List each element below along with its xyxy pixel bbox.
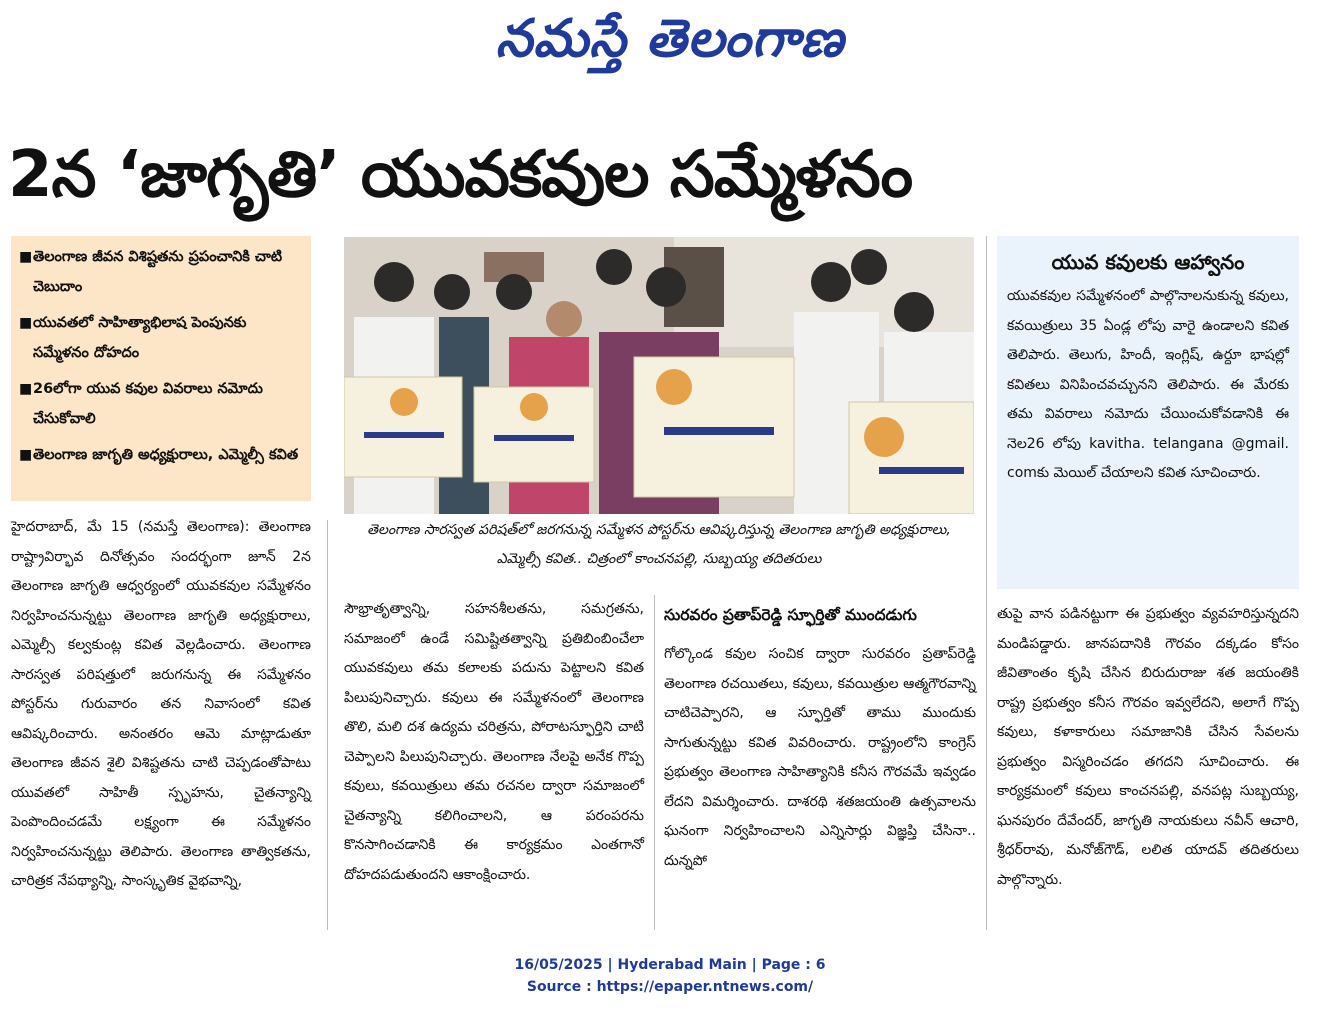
column-divider	[986, 236, 987, 930]
footer-date-edition: 16/05/2025 | Hyderabad Main | Page : 6	[514, 957, 826, 973]
article-column-1: హైదరాబాద్, మే 15 (నమస్తే తెలంగాణ): తెలంగాణ రాష్ట్రావిర్భావ దినోత్సవం సందర్భంగా జూన్ 2న తెలంగాణ జాగృతి ఆధ్వర్యంలో యువకవుల సమ్మేళనం నిర్వహించనున్నట్టు తెలంగాణ జాగృతి అధ్యక్షురాలు, ఎమ్మెల్సీ కల్వకుంట్ల కవిత వెల్లడించారు. తెలంగాణ సారస్వత పరిషత్తులో జరుగనున్న ఈ సమ్మేళనం పోస్టర్‌ను గురువారం తన నివాసంలో కవిత ఆవిష్కరించారు. అనంతరం ఆమె మాట్లాడుతూ తెలంగాణ జీవన శైలి విశిష్టతను చాటి చెప్పడంతోపాటు యువతలో సాహితీ స్పృహను, చైతన్యాన్ని పెంపొందించడమే లక్ష్యంగా ఈ సమ్మేళనం నిర్వహించనున్నట్టు తెలిపారు. తెలంగాణ తాత్వికతను, చారిత్రక నేపథ్యాన్ని, సాంస్కృతిక వైభవాన్ని,	[11, 519, 311, 889]
sidebar-box	[997, 236, 1299, 589]
column-divider	[654, 595, 655, 930]
bullet-icon: ■	[19, 315, 33, 331]
article-photo	[344, 237, 974, 514]
bullet-icon: ■	[19, 447, 33, 463]
column-divider	[327, 520, 328, 930]
article-column-3	[664, 600, 976, 876]
highlights-box	[11, 236, 311, 501]
highlight-item: ■ తెలంగాణ జాగృతి అధ్యక్షురాలు, ఎమ్మెల్సీ కవిత	[19, 440, 305, 470]
bullet-icon: ■	[19, 249, 33, 265]
sidebar-body: యువకవుల సమ్మేళనంలో పాల్గొనాలనుకున్న కవులు, కవయిత్రులు 35 ఏండ్ల లోపు వారై ఉండాలని కవిత తెలిపారు. తెలుగు, హిందీ, ఇంగ్లిష్, ఉర్దూ భాషల్లో కవితలు వినిపించవచ్చునని తెలిపారు. ఈ మేరకు తమ వివరాలు నమోదు చేయించుకోవడానికి ఈ నెల26 లోపు kavitha. telangana @gmail. comకు మెయిల్ చేయాలని కవిత సూచించారు.	[1007, 288, 1289, 481]
photo-illustration	[344, 237, 974, 514]
footer-source: Source : https://epaper.ntnews.com/	[526, 979, 814, 995]
page-footer	[0, 954, 1340, 998]
bullet-icon: ■	[19, 381, 33, 397]
photo-caption: తెలంగాణ సారస్వత పరిషత్‌లో జరగనున్న సమ్మేళన పోస్టర్‌ను ఆవిష్కరిస్తున్న తెలంగాణ జాగృతి అధ్యక్షురాలు, ఎమ్మెల్సీ కవిత.. చిత్రంలో కాంచనపల్లి, సుబ్బయ్య తదితరులు	[367, 522, 951, 567]
column-subheading: సురవరం ప్రతాప్‌రెడ్డి స్ఫూర్తితో ముందడుగు	[664, 606, 917, 624]
highlight-item: ■ 26లోగా యువ కవుల వివరాలు నమోదు చేసుకోవాలి	[19, 374, 305, 434]
newspaper-masthead: నమస్తే తెలంగాణ	[495, 9, 845, 69]
article-headline: 2న ‘జాగృతి’ యువకవుల సమ్మేళనం	[8, 138, 913, 212]
sidebar-title: యువ కవులకు ఆహ్వానం	[1051, 250, 1245, 274]
article-column-4: తుపై వాన పడినట్టుగా ఈ ప్రభుత్వం వ్యవహరిస్తున్నదని మండిపడ్డారు. జానపదానికి గౌరవం దక్కడం కోసం జీవితాంతం కృషి చేసిన బిరుదురాజు శత జయంతికి రాష్ట్ర ప్రభుత్వం కనీస గౌరవం ఇవ్వలేదని, అలాగే గొప్ప కవులు, కళాకారులు సమాజానికి చేసిన సేవలను ప్రభుత్వం విస్మరించడం తగదని సూచించారు. ఈ కార్యక్రమంలో కవులు కాంచనపల్లి, వనపట్ల సుబ్బయ్య, ఘనపురం దేవేందర్, జాగృతి నాయకులు నవీన్ ఆచారి, శ్రీధర్‌రావు, మనోజ్‌గౌడ్, లలిత యాదవ్ తదితరులు పాల్గొన్నారు.	[997, 606, 1299, 888]
highlight-item: ■ తెలంగాణ జీవన విశిష్టతను ప్రపంచానికి చాటి చెబుదాం	[19, 242, 305, 302]
column-3-text: గోల్కొండ కవుల సంచిక ద్వారా సురవరం ప్రతాప్‌రెడ్డి తెలంగాణ రచయితలు, కవులు, కవయిత్రుల ఆత్మగౌరవాన్ని చాటిచెప్పారని, ఆ స్ఫూర్తితో తాము ముందుకు సాగుతున్నట్టు కవిత వివరించారు. రాష్ట్రంలోని కాంగ్రెస్ ప్రభుత్వం తెలంగాణ సాహిత్యానికి కనీస గౌరవమే ఇవ్వడం లేదని విమర్శించారు. దాశరథి శతజయంతి ఉత్సవాలను ఘనంగా నిర్వహించాలని ఎన్నిసార్లు విజ్ఞప్తి చేసినా.. దున్నపో	[664, 646, 976, 869]
highlight-item: ■ యువతలో సాహిత్యాభిలాష పెంపునకు సమ్మేళనం దోహదం	[19, 308, 305, 368]
article-column-2: సౌభ్రాతృత్వాన్ని, సహనశీలతను, సమగ్రతను, సమాజంలో ఉండే సమిష్టితత్వాన్ని ప్రతిబింబించేలా యువకవులు తమ కలాలకు పదును పెట్టాలని కవిత పిలుపునిచ్చారు. కవులు ఈ సమ్మేళనంలో తెలంగాణ తొలి, మలి దశ ఉద్యమ చరిత్రను, పోరాటస్ఫూర్తిని చాటి చెప్పాలని పిలుపునిచ్చారు. తెలంగాణ నేలపై అనేక గొప్ప కవులు, కవయిత్రులు తమ రచనల ద్వారా సమాజంలో చైతన్యాన్ని కలిగించాలని, ఆ పరంపరను కొనసాగించడానికి ఈ కార్యక్రమం ఎంతగానో దోహదపడుతుందని ఆకాంక్షించారు.	[344, 601, 644, 883]
